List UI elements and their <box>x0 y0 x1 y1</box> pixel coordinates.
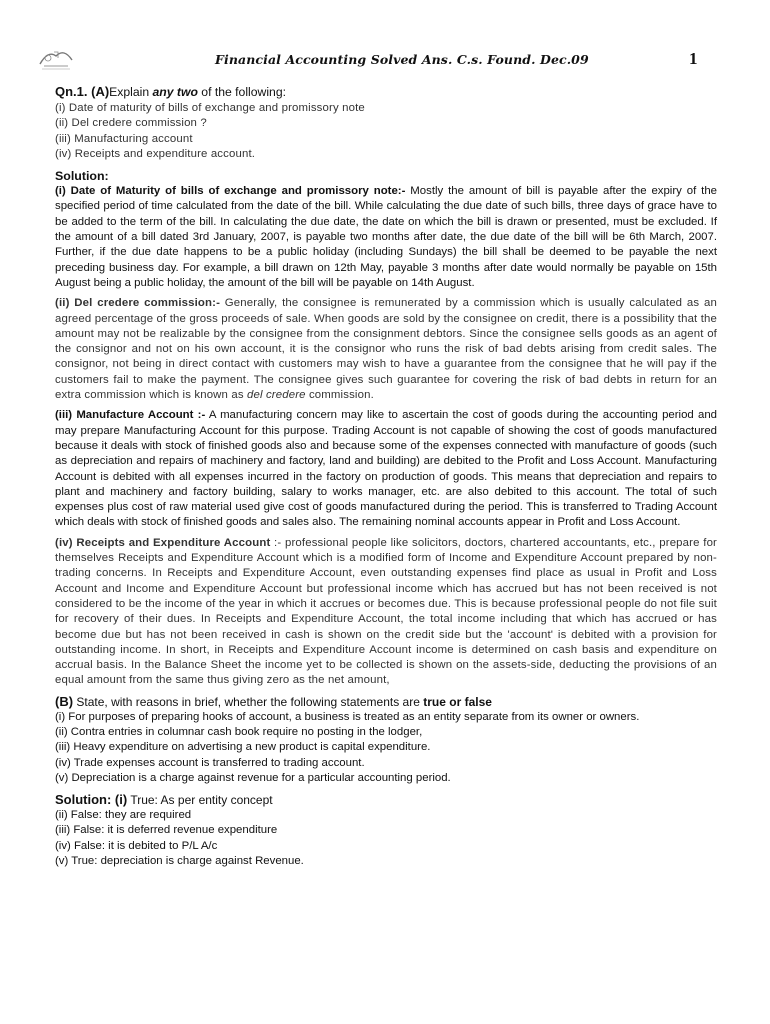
question-prompt: State, with reasons in brief, whether the following statements are <box>73 694 424 709</box>
answer-lead: (i) Date of Maturity of bills of exchange and promissory note:- <box>55 185 406 198</box>
list-item: (v) Depreciation is a charge against revenue for a particular accounting period. <box>55 771 451 784</box>
question-prompt-pre: Explain <box>109 85 153 99</box>
answer-text: A manufacturing concern may like to ascertain the cost of goods during the accounting period and may prepare Manufacturing Account for this purpose. Trading Account is not capable of showing the cost of goods manufactured because it deals with stock of finished goods also and because some of the expenses connected with manufacture of goods (such as depreciation and repairs of machinery and factory, land and building) are debited to the Profit and Loss Account. Manufacturing Account is debited with all expenses incurred in the factory on production of goods. This means that depreciation and repairs to plant and machinery and factory building, salary to works manager, etc. are also debited to this account. The total of such expenses plus cost of raw material used give cost of goods manufactured during the period. This is transferred to Trading Account which deals with stock of finished goods and sales also. The remaining nominal accounts appear in Profit and Loss Account. <box>55 409 717 529</box>
question-prompt-bold: true or false <box>423 694 492 709</box>
list-item: (i) For purposes of preparing hooks of account, a business is treated as an entity separate from its owner or owners. <box>55 710 640 723</box>
list-item: (i) Date of maturity of bills of exchange and promissory note <box>55 102 365 114</box>
list-item: (v) True: depreciation is charge against Revenue. <box>55 855 304 868</box>
question-label: Qn.1. (A) <box>55 84 110 99</box>
question-1b-heading <box>55 694 717 710</box>
answer-lead: (iii) Manufacture Account :- <box>55 409 206 422</box>
question-1b-list <box>55 710 717 786</box>
answer-paragraph-maturity <box>55 184 717 291</box>
answer-lead: (iv) Receipts and Expenditure Account <box>55 536 271 549</box>
document-header-title: Financial Accounting Solved Ans. C.s. Found. Dec.09 <box>215 52 589 67</box>
question-prompt-post: of the following: <box>197 85 286 99</box>
solution-heading: Solution: <box>55 169 109 184</box>
answer-text: Generally, the consignee is remunerated by a commission which is usually calculated as an agreed percentage of the gross proceeds of sale. When goods are sold by the consignee on credit, there is a possibility that the amount may not be realizable by the consignee from the consignment debtors. Since the consignee sells goods as an agent of the consignor and not on his own account, it is the consignor who runs the risk of bad debts arising from credit sales. The consignor, not being in direct contact with customers may wish to have a guarantee from the consignee that he will pay if the customers fail to make the payment. The consignee gives such guarantee for covering the risk of bad debts in return for an extra commission which is known as <box>55 297 717 402</box>
list-item: (ii) Contra entries in columnar cash book require no posting in the lodger, <box>55 725 423 738</box>
answer-paragraph-manufacture <box>55 408 717 530</box>
page-number: 1 <box>689 49 698 68</box>
answer-emphasis: del credere <box>247 389 306 402</box>
list-item: (iii) Manufacturing account <box>55 132 193 145</box>
document-body <box>55 84 717 869</box>
institute-logo <box>30 44 82 72</box>
list-item: (ii) False: they are required <box>55 809 192 822</box>
question-1a-list <box>55 101 717 162</box>
list-item: (iii) Heavy expenditure on advertising a new product is capital expenditure. <box>55 741 431 754</box>
answer-text: Mostly the amount of bill is payable after the expiry of the specified period of time calculated from the date of the bill. While calculating the due date of such bills, three days of grace have to be added to the term of the bill. In calculating the due date, the date on which the bill is drawn or presented, must be excluded. If the amount of a bill dated 3rd January, 2007, is payable two months after date, the due date of the bill will be 6th March, 2007. Further, if the due date happens to be a public holiday (including Sundays) the bill shall be deemed to be payable the next preceding business day. For example, a bill drawn on 12th May, payable 3 months after date would normally be payable on 15th August being a public holiday, the amount of the bill will be payable on 14th August. <box>55 185 717 289</box>
solution-label: Solution: (i) <box>55 792 128 808</box>
list-item: (iii) False: it is deferred revenue expenditure <box>55 824 278 837</box>
list-item: (ii) Del credere commission ? <box>55 117 207 130</box>
list-item: (iv) Trade expenses account is transferred to trading account. <box>55 756 365 769</box>
solution-first-answer: True: As per entity concept <box>127 793 273 808</box>
answer-text: :- professional people like solicitors, doctors, chartered accountants, etc., prepare for themselves Receipts and Expenditure Account which is a modified form of Income and Expenditure Account prepared by non-trading concerns. In Receipts and Expenditure Account, even outstanding expenses find place as usual in Profit and Loss Account and Income and Expenditure Account but professional income which has accrued but has not been received is not considered to be the income of the year in which it accrues or becomes due. This is because professional people do not file suit for recovery of their dues. In Receipts and Expenditure Account, the total income including that which has accrued or has become due but has not been received in cash is shown on the credit side but the 'account' is debited with a provision for outstanding income. In short, in Receipts and Expenditure Account income is determined on cash basis and expenditure on accrual basis. In the Balance Sheet the income yet to be collected is shown on the assets-side, deducting the provisions of an equal amount from the same thus giving zero as the net amount, <box>55 536 717 687</box>
question-1a-heading <box>55 84 717 100</box>
answer-paragraph-receipts <box>55 536 717 689</box>
list-item: (iv) False: it is debited to P/L A/c <box>55 839 218 852</box>
list-item: (iv) Receipts and expenditure account. <box>55 147 256 160</box>
question-label: (B) <box>55 693 74 709</box>
answer-text-end: commission. <box>305 389 374 402</box>
answer-lead: (ii) Del credere commission:- <box>55 297 221 310</box>
solution-b-list <box>55 808 717 869</box>
answer-paragraph-del-credere <box>55 296 717 403</box>
solution-b-heading <box>55 792 717 808</box>
question-prompt-emphasis: any two <box>152 85 198 99</box>
